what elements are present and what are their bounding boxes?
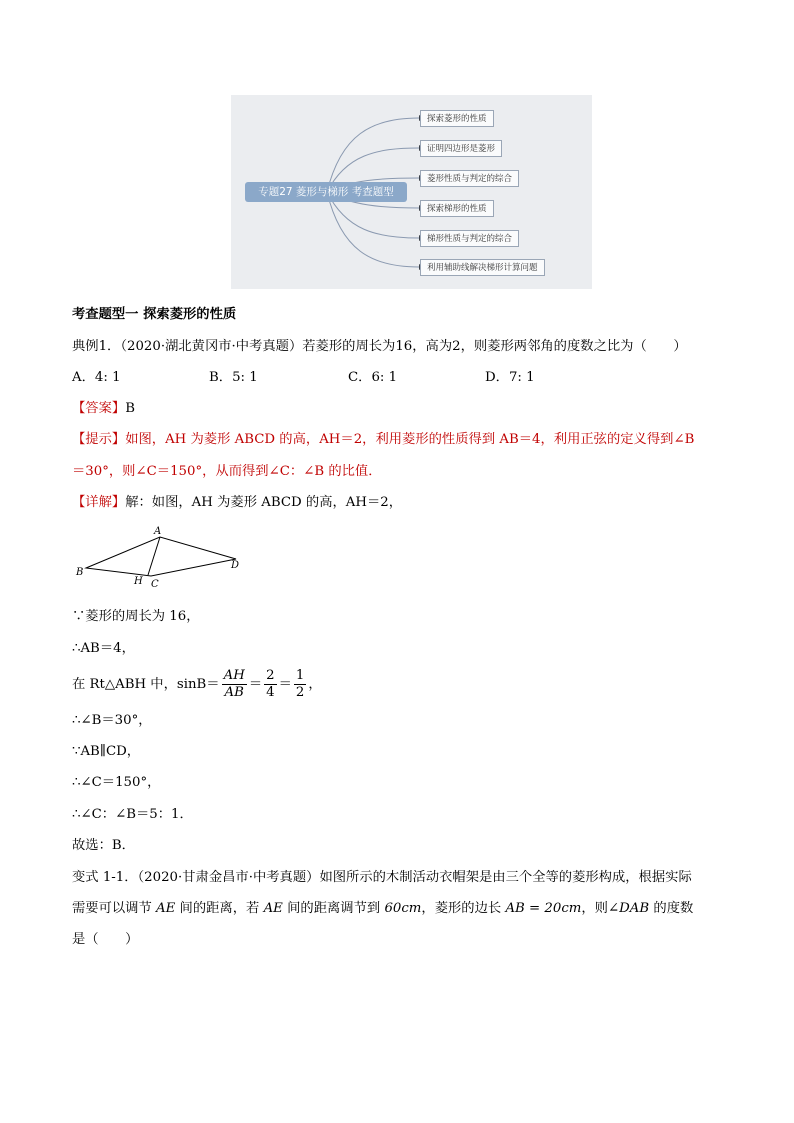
section-title: 考查题型一 探索菱形的性质 — [72, 307, 237, 322]
hint-line-2: ＝30°，则∠C＝150°，从而得到∠C：∠B 的比值． — [72, 464, 382, 479]
options-row — [72, 369, 732, 387]
mindmap-branch: 探索菱形的性质 — [420, 110, 494, 127]
fraction-denominator: 4 — [266, 685, 275, 700]
height-ah — [148, 537, 160, 575]
connector — [327, 118, 419, 192]
variant-text: 需要可以调节 — [72, 901, 157, 916]
mindmap-branch: 证明四边形是菱形 — [420, 140, 502, 157]
answer-value: B — [125, 401, 135, 416]
label-h: H — [134, 576, 143, 587]
step-1: ∵菱形的周长为 16， — [72, 609, 200, 624]
detail-text: 解：如图，AH 为菱形 ABCD 的高，AH＝2， — [125, 495, 403, 510]
option-d: D．7: 1 — [485, 370, 535, 385]
fraction-denominator: 2 — [295, 685, 305, 700]
step-5: ∵AB∥CD， — [72, 744, 141, 759]
hint-line-1 — [72, 431, 694, 449]
fraction-numerator: 2 — [266, 668, 275, 683]
fraction-2-4 — [264, 668, 276, 701]
variant-line-3: 是（ ） — [72, 932, 139, 947]
variant-line-1: 变式 1-1．（2020·甘肃金昌市·中考真题）如图所示的木制活动衣帽架是由三个全等的菱形构成，根据实际 — [72, 870, 692, 885]
step-8: 故选：B． — [72, 838, 135, 853]
equals-sign: ＝ — [248, 677, 263, 692]
segment-ae: AE — [156, 901, 176, 916]
label-c: C — [151, 579, 159, 590]
segment-ae: AE — [263, 901, 283, 916]
variant-text: ，菱形的边长 — [421, 901, 506, 916]
variant-text: 的度数 — [649, 901, 694, 916]
mindmap-branch: 利用辅助线解决梯形计算问题 — [420, 259, 545, 276]
variant-text: 间的距离调节到 — [282, 901, 385, 916]
mindmap-figure — [231, 95, 592, 289]
fraction-ah-ab — [222, 668, 247, 701]
hint-tag: 【提示】 — [72, 432, 126, 447]
mindmap-root: 专题27 菱形与梯形 考查题型 — [245, 182, 407, 202]
rhombus-figure — [72, 523, 252, 591]
rhombus-abcd — [86, 537, 236, 576]
option-b: B．5: 1 — [209, 370, 258, 385]
answer-line — [72, 400, 135, 418]
detail-line — [72, 494, 402, 512]
variant-line-2 — [72, 900, 693, 918]
variant-text: ，则 — [581, 901, 608, 916]
option-a: A．4: 1 — [72, 370, 121, 385]
example-stem: 典例1．（2020·湖北黄冈市·中考真题）若菱形的周长为16，高为2，则菱形两邻角的度数之比为（ ） — [72, 339, 687, 354]
mindmap-branch: 探索梯形的性质 — [420, 200, 494, 217]
step-3 — [72, 665, 322, 705]
variant-text: 间的距离，若 — [175, 901, 264, 916]
mindmap-branch: 菱形性质与判定的综合 — [420, 170, 519, 187]
step-2: ∴AB＝4， — [72, 641, 135, 656]
step-6: ∴∠C＝150°， — [72, 775, 161, 790]
detail-tag: 【详解】 — [72, 495, 126, 510]
side-length-value: AB = 20cm — [505, 901, 582, 916]
connector — [327, 192, 419, 267]
fraction-numerator: 1 — [295, 668, 305, 683]
option-c: C．6: 1 — [348, 370, 398, 385]
hint-text: 如图，AH 为菱形 ABCD 的高，AH＝2，利用菱形的性质得到 AB＝4，利用正弦的定义得到∠B — [125, 432, 695, 447]
equals-sign: ＝ — [278, 677, 292, 692]
step-4: ∴∠B＝30°， — [72, 713, 152, 728]
label-d: D — [231, 560, 240, 571]
fraction-denominator: AB — [224, 685, 244, 700]
label-a: A — [154, 526, 162, 537]
answer-tag: 【答案】 — [72, 401, 126, 416]
step-3-suffix: ， — [308, 677, 322, 692]
fraction-1-2 — [294, 668, 306, 701]
distance-value: 60cm — [384, 901, 422, 916]
fraction-numerator: AH — [223, 668, 245, 683]
step-7: ∴∠C：∠B＝5：1． — [72, 807, 193, 822]
label-b: B — [76, 567, 84, 578]
step-3-prefix: 在 Rt△ABH 中，sinB＝ — [72, 677, 220, 692]
mindmap-branch: 梯形性质与判定的综合 — [420, 230, 519, 247]
angle-dab: ∠DAB — [607, 901, 650, 916]
